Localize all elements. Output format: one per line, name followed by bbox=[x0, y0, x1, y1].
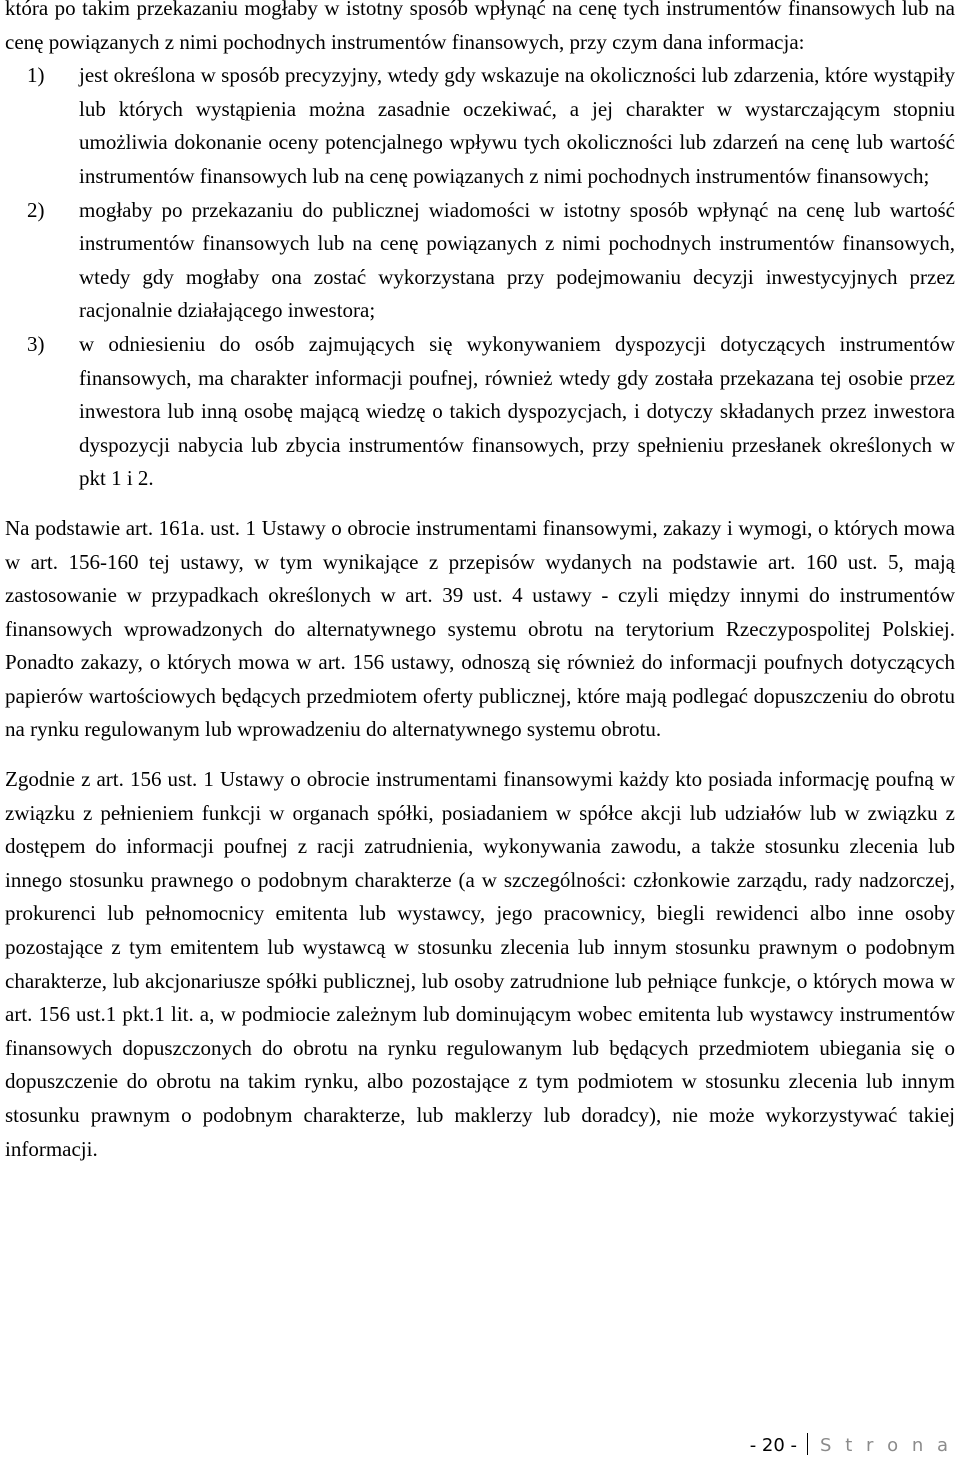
paragraph-art-156: Zgodnie z art. 156 ust. 1 Ustawy o obrocie instrumentami finansowymi każdy kto posiada informację poufną w związku z pełnieniem funkcji w organach spółki, posiadaniem w spółce akcji lub udziałów lub w związku z dostępem do informacji poufnej z racji zatrudnienia, wykonywania zawodu, a także stosunku zlecenia lub innego stosunku prawnego o podobnym charakterze (a w szczególności: członkowie zarządu, rady nadzorczej, prokurenci lub pełnomocnicy emitenta lub wystawcy, jego pracownicy, biegli rewidenci albo inne osoby pozostające z tym emitentem lub wystawcą w stosunku zlecenia lub innym stosunku prawnym o podobnym charakterze, lub akcjonariusze spółki publicznej, lub osoby zatrudnione lub pełniące funkcje, o których mowa w art. 156 ust.1 pkt.1 lit. a, w podmiocie zależnym lub dominującym wobec emitenta lub wystawcy instrumentów finansowych dopuszczonych do obrotu na rynku regulowanym lub będących przedmiotem ubiegania się o dopuszczenie do obrotu na takim rynku, albo pozostające z tym podmiotem w stosunku zlecenia lub innym stosunku prawnym o podobnym charakterze, lub maklerzy lub doradcy), nie może wykorzystywać takiej informacji. bbox=[5, 767, 955, 1161]
page-word: S t r o n a bbox=[820, 1435, 952, 1456]
condition-text: jest określona w sposób precyzyjny, wtedy gdy wskazuje na okoliczności lub zdarzenia, które wystąpiły lub których wystąpienia można zasadnie oczekiwać, a jej charakter w wystarczającym stopniu umożliwia dokonanie oceny potencjalnego wpływu tych okoliczności lub zdarzeń na cenę lub wartość instrumentów finansowych lub na cenę powiązanych z nimi pochodnych instrumentów finansowych; bbox=[79, 63, 955, 188]
page-footer bbox=[750, 1433, 952, 1458]
intro-paragraph: która po takim przekazaniu mogłaby w istotny sposób wpłynąć na cenę tych instrumentów finansowych lub na cenę powiązanych z nimi pochodnych instrumentów finansowych, przy czym dana informacja: bbox=[5, 0, 955, 54]
condition-text: mogłaby po przekazaniu do publicznej wiadomości w istotny sposób wpłynąć na cenę lub wartość instrumentów finansowych lub na cenę powiązanych z nimi pochodnych instrumentów finansowych, wtedy gdy mogłaby ona zostać wykorzystana przy podejmowaniu decyzji inwestycyjnych przez racjonalnie działającego inwestora; bbox=[79, 197, 955, 323]
document-page bbox=[5, 0, 955, 1166]
page-number: - 20 - bbox=[749, 1435, 798, 1456]
paragraph-art-161a: Na podstawie art. 161a. ust. 1 Ustawy o obrocie instrumentami finansowymi, zakazy i wymogi, o których mowa w art. 156-160 tej ustawy, w tym wynikające z przepisów wydanych na podstawie art. 160 ust. 5, mają zastosowanie w przypadkach określonych w art. 39 ust. 4 ustawy - czyli między innymi do instrumentów finansowych wprowadzonych do alternatywnego systemu obrotu na terytorium Rzeczypospolitej Polskiej. Ponadto zakazy, o których mowa w art. 156 ustawy, odnoszą się również do informacji poufnych dotyczących papierów wartościowych będących przedmiotem oferty publicznej, które mają podlegać dopuszczeniu do obrotu na rynku regulowanym lub wprowadzeniu do alternatywnego systemu obrotu. bbox=[5, 515, 955, 742]
condition-text: w odniesieniu do osób zajmujących się wykonywaniem dyspozycji dotyczących instrumentów finansowych, ma charakter informacji poufnej, również wtedy gdy została przekazana tej osobie przez inwestora lub inną osobę mającą wiedzę o takich dyspozycjach, i dotyczy składanych przez inwestora dyspozycji nabycia lub zbycia instrumentów finansowych, przy spełnieniu przesłanek określonych w pkt 1 i 2. bbox=[79, 331, 955, 491]
condition-item-1 bbox=[5, 59, 955, 193]
condition-item-3 bbox=[5, 328, 955, 496]
footer-divider bbox=[807, 1433, 808, 1455]
condition-number: 2) bbox=[27, 197, 45, 222]
conditions-list bbox=[5, 59, 955, 496]
condition-number: 3) bbox=[27, 331, 45, 356]
condition-item-2 bbox=[5, 194, 955, 328]
condition-number: 1) bbox=[27, 63, 45, 88]
